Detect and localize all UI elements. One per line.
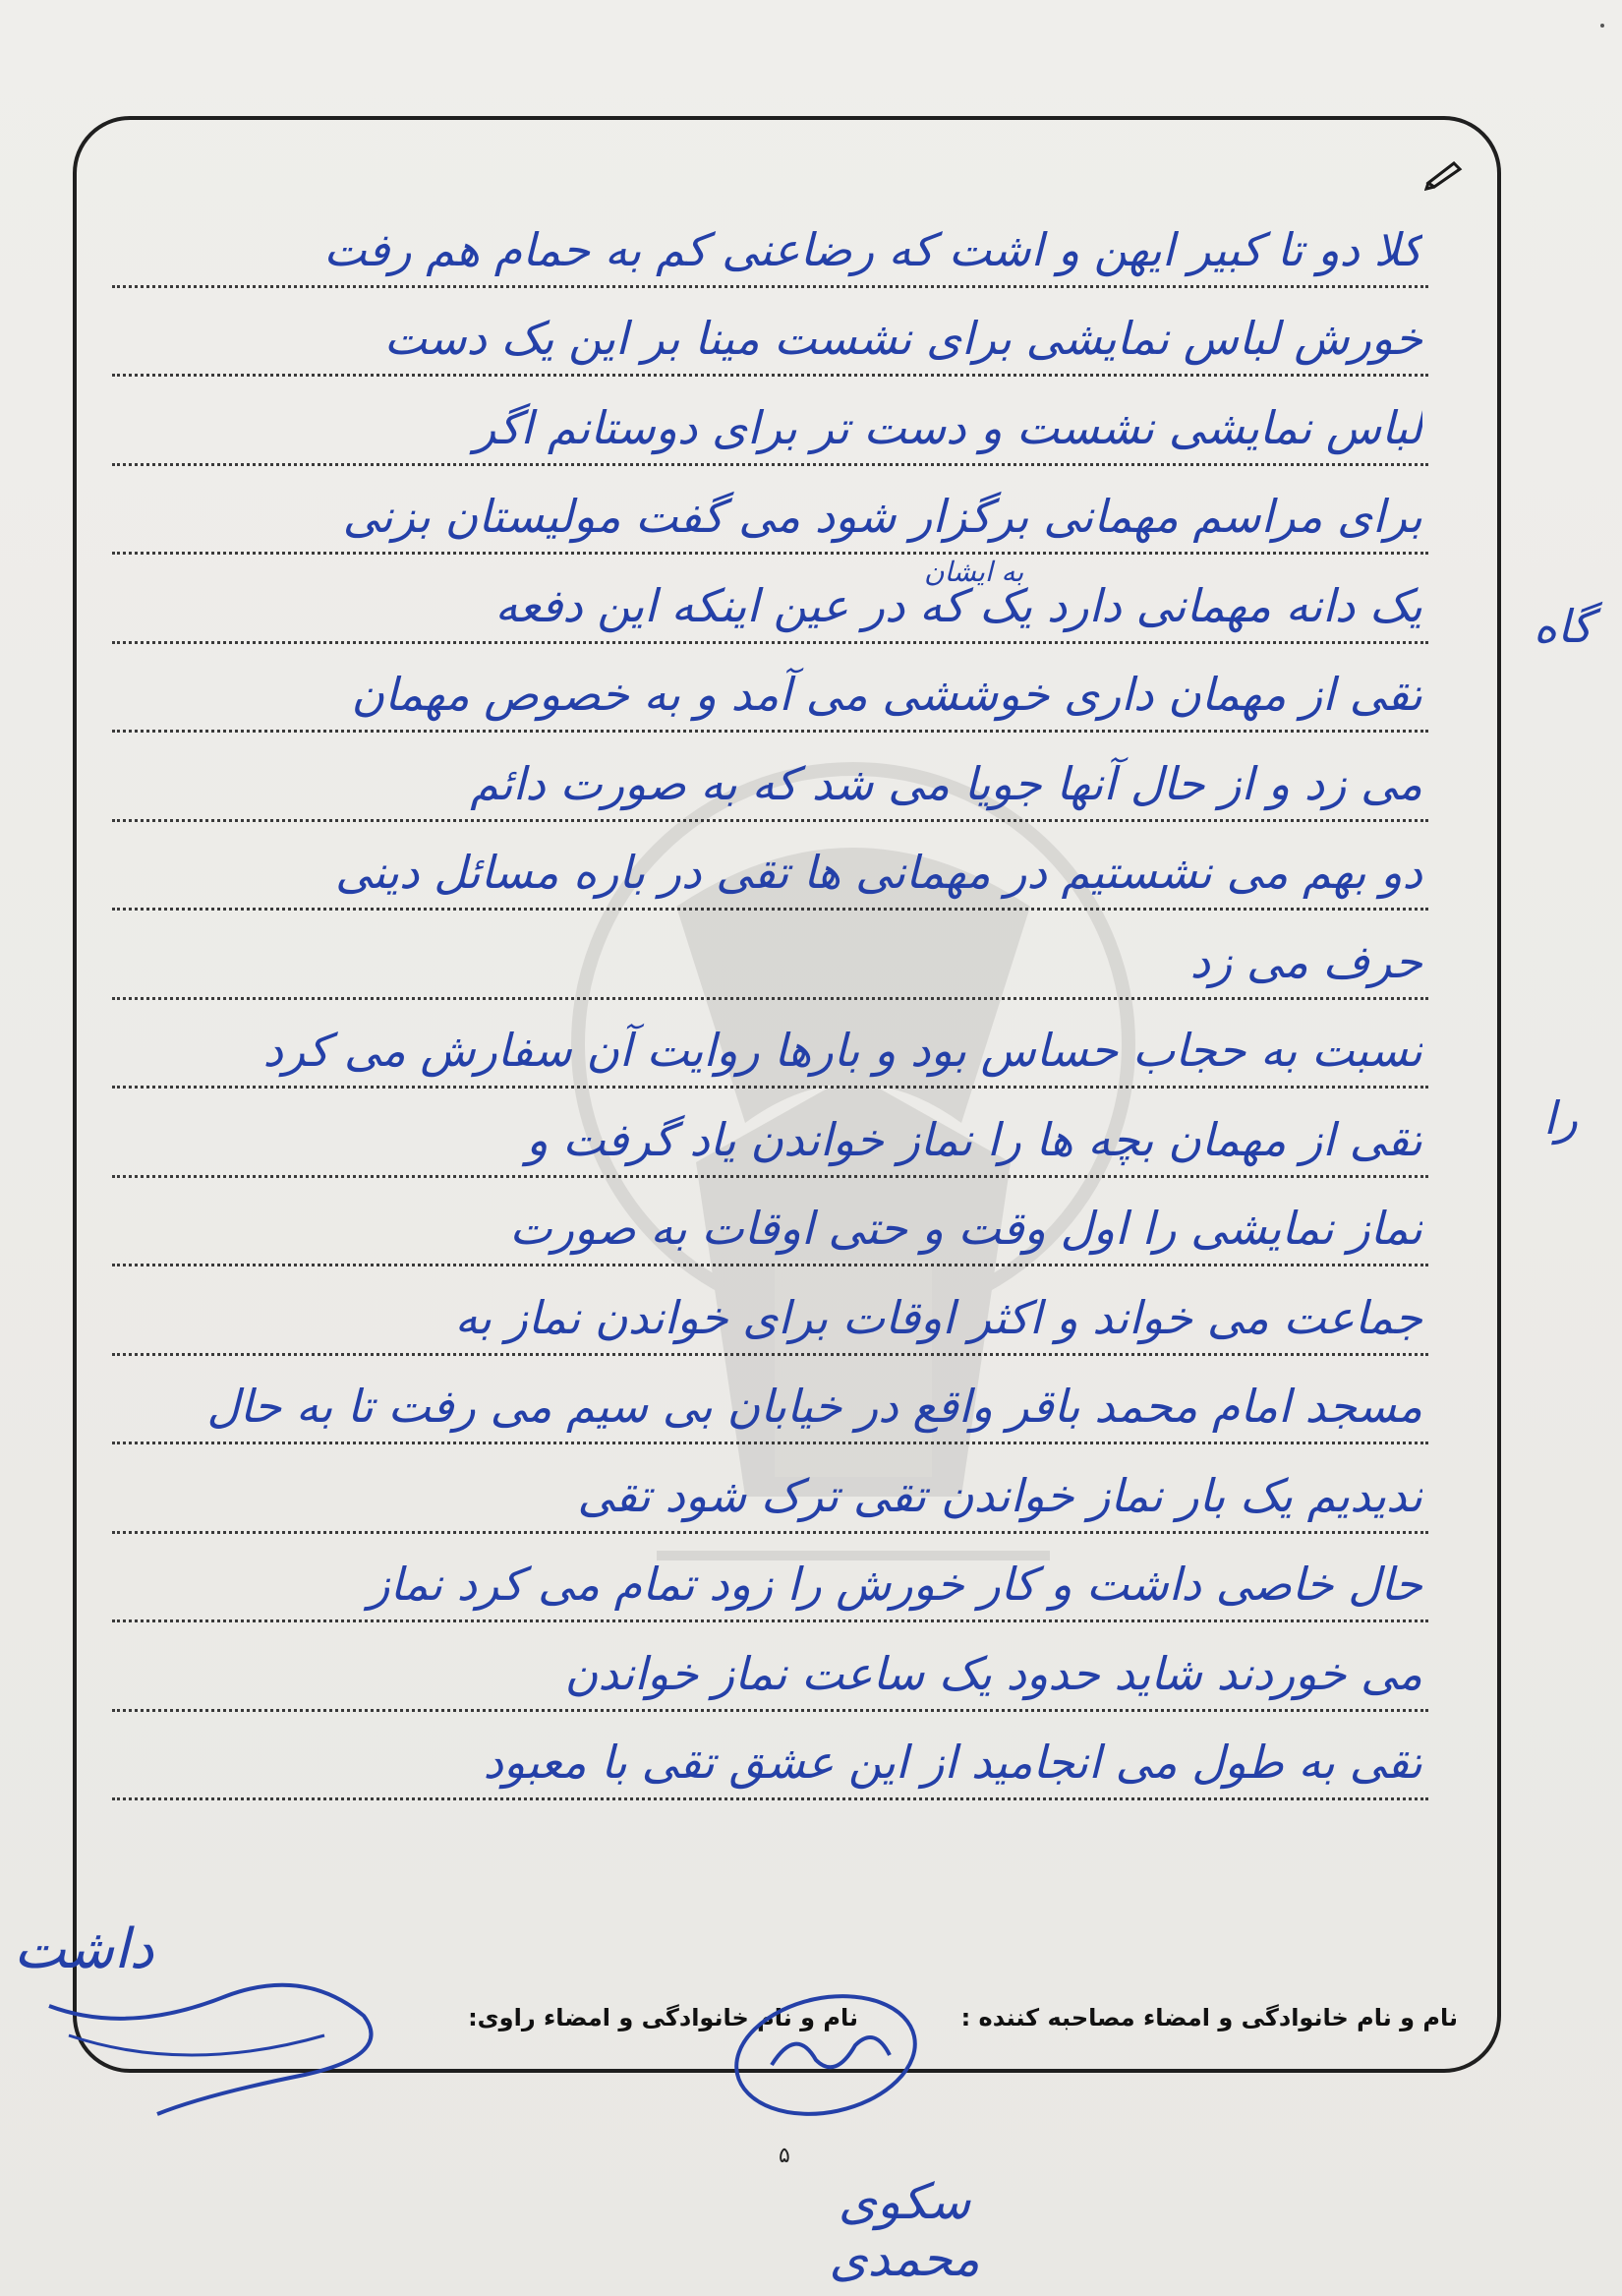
bottom-handwritten-note: سکوی محمدی: [829, 2173, 980, 2287]
ruled-line: [112, 199, 1428, 288]
page-number: ۵: [779, 2144, 790, 2168]
handwritten-text: ندیدیم یک بار نماز خواندن تقی ترک شود تقی: [577, 1468, 1422, 1522]
handwritten-text: می خوردند شاید حدود یک ساعت نماز خواندن: [564, 1646, 1422, 1700]
handwritten-text: حرف می زد: [1189, 934, 1422, 988]
handwritten-text: کلا دو تا کبیر ایهن و اشت که رضاعنی کم به حمام هم رفت: [323, 222, 1422, 276]
ruled-lines: [112, 199, 1428, 1800]
handwritten-text: برای مراسم مهمانی برگزار شود می گفت مولیستان بزنی: [342, 490, 1422, 543]
handwritten-text: مسجد امام محمد باقر واقع در خیابان بی سیم می رفت تا به حال: [206, 1380, 1422, 1433]
handwritten-text: تقی از مهمان بچه ها را نماز خواندن یاد گرفت و: [526, 1112, 1422, 1166]
ruled-line: [112, 1622, 1428, 1712]
ruled-line: [112, 1712, 1428, 1801]
handwritten-text: لباس نمایشی نشست و دست تر برای دوستانم اگر: [474, 400, 1422, 454]
ruled-line: [112, 1534, 1428, 1623]
margin-note: داشت: [14, 1917, 154, 1981]
handwritten-text: حال خاصی داشت و کار خورش را زود تمام می کرد نماز: [368, 1558, 1422, 1611]
margin-note: گاه: [1534, 600, 1593, 653]
ruled-line: [112, 1089, 1428, 1178]
handwritten-text: یک دانه مهمانی دارد یک که در عین اینکه این دفعه: [494, 578, 1422, 632]
handwritten-text: دو بهم می نشستیم در مهمانی ها تقی در باره مسائل دینی: [334, 846, 1422, 899]
ruled-line: [112, 911, 1428, 1000]
ruled-line: [112, 1356, 1428, 1445]
ruled-line: [112, 288, 1428, 378]
handwritten-text: نسبت به حجاب حساس بود و بارها روایت آن سفارش می کرد: [262, 1024, 1422, 1077]
signature-footer: [116, 1982, 1458, 2051]
ruled-line: [112, 466, 1428, 556]
handwritten-text: می زد و از حال آنها جویا می شد که به صورت دائم: [470, 756, 1422, 810]
ruled-line: [112, 733, 1428, 822]
handwritten-text: خورش لباس نمایشی برای نشست مینا بر این یک دست: [383, 312, 1422, 365]
narrator-signature-label: نام و نام خانوادگی و امضاء راوی:: [468, 2004, 858, 2031]
handwritten-text: جماعت می خواند و اکثر اوقات برای خواندن نماز به: [454, 1290, 1422, 1344]
ruled-line: [112, 644, 1428, 734]
form-frame: [73, 116, 1501, 2073]
ruled-line: [112, 555, 1428, 644]
ruled-line: [112, 1178, 1428, 1267]
corner-mark: [1600, 24, 1604, 28]
ruled-line: [112, 1444, 1428, 1534]
pencil-icon: [1424, 157, 1464, 191]
margin-note: را: [1543, 1091, 1578, 1145]
handwritten-text: تقی از مهمان داری خوششی می آمد و به خصوص مهمان: [351, 668, 1422, 721]
handwritten-text: تقی به طول می انجامید از این عشق تقی با معبود: [483, 1736, 1422, 1789]
ruled-line: [112, 1266, 1428, 1356]
ruled-line: [112, 1000, 1428, 1089]
interviewer-signature-label: نام و نام خانوادگی و امضاء مصاحبه کننده :: [960, 2004, 1458, 2031]
ruled-line: [112, 377, 1428, 466]
ruled-line: [112, 822, 1428, 912]
handwritten-text: نماز نمایشی را اول وقت و حتی اوقات به صورت: [509, 1202, 1422, 1255]
inserted-note: به ایشان: [924, 556, 1024, 588]
